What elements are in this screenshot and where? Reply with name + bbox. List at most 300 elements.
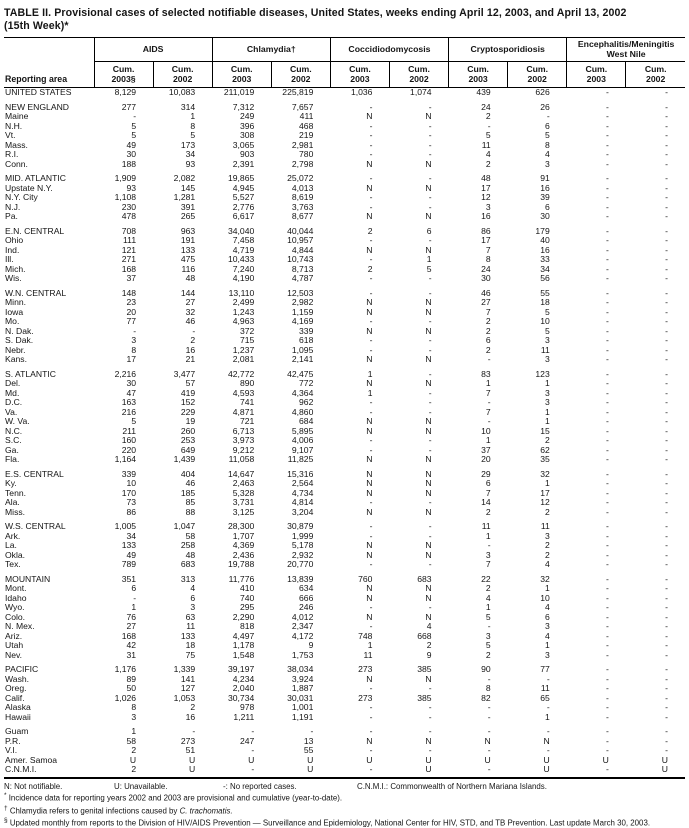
value-cell: - <box>389 722 448 737</box>
value-cell: 11,825 <box>271 455 330 465</box>
value-cell: 5,527 <box>212 193 271 203</box>
value-cell: 1,887 <box>271 684 330 694</box>
value-cell: 77 <box>508 660 567 675</box>
value-cell: - <box>330 765 389 778</box>
value-cell: 6 <box>389 222 448 237</box>
table-row <box>4 465 685 480</box>
value-cell: - <box>389 560 448 570</box>
value-cell: N <box>330 184 389 194</box>
value-cell: N <box>330 551 389 561</box>
value-cell: 29 <box>449 465 508 480</box>
reporting-area-cell: Idaho <box>4 594 94 604</box>
value-cell: - <box>508 746 567 756</box>
value-cell: 2,798 <box>271 160 330 170</box>
col-aids-cum2002: Cum. 2002 <box>153 62 212 88</box>
value-cell: 6 <box>449 336 508 346</box>
value-cell: 23 <box>94 298 153 308</box>
value-cell: - <box>389 193 448 203</box>
value-cell: - <box>567 122 626 132</box>
value-cell: - <box>567 603 626 613</box>
table-row <box>4 255 685 265</box>
value-cell: - <box>626 465 685 480</box>
value-cell: - <box>567 203 626 213</box>
value-cell: 55 <box>508 284 567 299</box>
value-cell: - <box>626 379 685 389</box>
value-cell: 1 <box>449 603 508 613</box>
value-cell: N <box>330 584 389 594</box>
value-cell: 4,963 <box>212 317 271 327</box>
table-row <box>4 746 685 756</box>
value-cell: 1,707 <box>212 532 271 542</box>
value-cell: - <box>330 317 389 327</box>
value-cell: - <box>153 722 212 737</box>
table-row <box>4 584 685 594</box>
table-row <box>4 489 685 499</box>
value-cell: 668 <box>389 632 448 642</box>
value-cell: 50 <box>94 684 153 694</box>
value-cell: - <box>567 327 626 337</box>
value-cell: 42 <box>94 641 153 651</box>
value-cell: 6 <box>508 122 567 132</box>
value-cell: 4,787 <box>271 274 330 284</box>
value-cell: 27 <box>449 298 508 308</box>
value-cell: - <box>626 131 685 141</box>
value-cell: 3 <box>449 203 508 213</box>
reporting-area-cell: PACIFIC <box>4 660 94 675</box>
value-cell: 2 <box>153 703 212 713</box>
value-cell: N <box>389 246 448 256</box>
value-cell: 8,619 <box>271 193 330 203</box>
value-cell: 478 <box>94 212 153 222</box>
value-cell: 1,178 <box>212 641 271 651</box>
table-row <box>4 713 685 723</box>
value-cell: N <box>330 465 389 480</box>
value-cell: - <box>567 613 626 623</box>
value-cell: - <box>626 722 685 737</box>
value-cell: 4 <box>153 584 212 594</box>
value-cell: 890 <box>212 379 271 389</box>
reporting-area-cell: S. Dak. <box>4 336 94 346</box>
value-cell: - <box>626 641 685 651</box>
value-cell: - <box>567 570 626 585</box>
table-row <box>4 651 685 661</box>
value-cell: 7 <box>449 246 508 256</box>
value-cell: 2,436 <box>212 551 271 561</box>
value-cell: 2 <box>153 336 212 346</box>
value-cell: 30 <box>94 379 153 389</box>
value-cell: 211,019 <box>212 88 271 98</box>
value-cell: 148 <box>94 284 153 299</box>
value-cell: 410 <box>212 584 271 594</box>
value-cell: - <box>626 436 685 446</box>
table-row <box>4 112 685 122</box>
value-cell: - <box>567 160 626 170</box>
value-cell: - <box>567 193 626 203</box>
table-row <box>4 365 685 380</box>
value-cell: 1 <box>94 603 153 613</box>
value-cell: 1 <box>330 389 389 399</box>
value-cell: N <box>330 455 389 465</box>
col-chlamydia-cum2003: Cum. 2003 <box>212 62 271 88</box>
reporting-area-cell: Nebr. <box>4 346 94 356</box>
reporting-area-cell: Vt. <box>4 131 94 141</box>
value-cell: 76 <box>94 613 153 623</box>
value-cell: 5,328 <box>212 489 271 499</box>
value-cell: - <box>626 193 685 203</box>
value-cell: 1 <box>508 584 567 594</box>
reporting-area-cell: N.J. <box>4 203 94 213</box>
value-cell: 4,814 <box>271 498 330 508</box>
value-cell: 3 <box>508 336 567 346</box>
value-cell: 7,458 <box>212 236 271 246</box>
value-cell: 2,982 <box>271 298 330 308</box>
value-cell: 2,347 <box>271 622 330 632</box>
value-cell: 8 <box>94 346 153 356</box>
value-cell: 19,788 <box>212 560 271 570</box>
value-cell: - <box>330 98 389 113</box>
value-cell: 9,107 <box>271 446 330 456</box>
value-cell: - <box>330 446 389 456</box>
value-cell: 978 <box>212 703 271 713</box>
value-cell: 26 <box>508 98 567 113</box>
reporting-area-cell: Alaska <box>4 703 94 713</box>
value-cell: 141 <box>153 675 212 685</box>
col-group-aids: AIDS <box>94 38 212 62</box>
value-cell: - <box>567 398 626 408</box>
value-cell: 10 <box>94 479 153 489</box>
value-cell: U <box>389 765 448 778</box>
value-cell: 91 <box>508 169 567 184</box>
value-cell: 75 <box>153 651 212 661</box>
value-cell: - <box>626 346 685 356</box>
value-cell: 185 <box>153 489 212 499</box>
table-row <box>4 88 685 98</box>
value-cell: 740 <box>212 594 271 604</box>
value-cell: - <box>626 498 685 508</box>
reporting-area-cell: Iowa <box>4 308 94 318</box>
value-cell: N <box>330 541 389 551</box>
value-cell: - <box>567 355 626 365</box>
value-cell: 4,012 <box>271 613 330 623</box>
value-cell: - <box>330 622 389 632</box>
value-cell: - <box>389 317 448 327</box>
value-cell: 11 <box>508 346 567 356</box>
reporting-area-cell: Ariz. <box>4 632 94 642</box>
value-cell: 5 <box>508 131 567 141</box>
value-cell: 13,839 <box>271 570 330 585</box>
value-cell: 2,981 <box>271 141 330 151</box>
value-cell: 1,159 <box>271 308 330 318</box>
value-cell: - <box>626 336 685 346</box>
value-cell: 3,973 <box>212 436 271 446</box>
value-cell: 475 <box>153 255 212 265</box>
reporting-area-cell: S.C. <box>4 436 94 446</box>
value-cell: 116 <box>153 265 212 275</box>
value-cell: N <box>330 112 389 122</box>
value-cell: N <box>389 551 448 561</box>
value-cell: - <box>626 355 685 365</box>
value-cell: - <box>626 703 685 713</box>
value-cell: - <box>567 150 626 160</box>
reporting-area-cell: Colo. <box>4 613 94 623</box>
value-cell: - <box>330 274 389 284</box>
value-cell: - <box>567 713 626 723</box>
value-cell: - <box>567 746 626 756</box>
value-cell: - <box>567 498 626 508</box>
table-row <box>4 436 685 446</box>
value-cell: 65 <box>508 694 567 704</box>
reporting-area-cell: Hawaii <box>4 713 94 723</box>
value-cell: - <box>567 594 626 604</box>
value-cell: 313 <box>153 570 212 585</box>
value-cell: - <box>389 713 448 723</box>
value-cell: - <box>389 336 448 346</box>
value-cell: 1,753 <box>271 651 330 661</box>
value-cell: 2 <box>389 641 448 651</box>
value-cell: 82 <box>449 694 508 704</box>
value-cell: N <box>389 613 448 623</box>
value-cell: 634 <box>271 584 330 594</box>
value-cell: 4 <box>508 150 567 160</box>
value-cell: - <box>626 675 685 685</box>
value-cell: - <box>389 517 448 532</box>
value-cell: 56 <box>508 274 567 284</box>
table-row <box>4 298 685 308</box>
value-cell: 8 <box>94 703 153 713</box>
value-cell: - <box>330 436 389 446</box>
value-cell: - <box>626 265 685 275</box>
value-cell: 3 <box>449 632 508 642</box>
reporting-area-cell: P.R. <box>4 737 94 747</box>
reporting-area-cell: S. ATLANTIC <box>4 365 94 380</box>
value-cell: - <box>389 703 448 713</box>
value-cell: 683 <box>389 570 448 585</box>
value-cell: - <box>567 532 626 542</box>
table-row <box>4 274 685 284</box>
value-cell: 1,036 <box>330 88 389 98</box>
value-cell: N <box>389 112 448 122</box>
value-cell: 4 <box>508 632 567 642</box>
value-cell: 1 <box>330 365 389 380</box>
value-cell: 6,617 <box>212 212 271 222</box>
value-cell: 2 <box>449 112 508 122</box>
value-cell: 12,503 <box>271 284 330 299</box>
value-cell: 411 <box>271 112 330 122</box>
value-cell: - <box>626 446 685 456</box>
value-cell: 11 <box>449 141 508 151</box>
value-cell: - <box>626 308 685 318</box>
value-cell: N <box>330 160 389 170</box>
value-cell: 4 <box>508 560 567 570</box>
table-title-line2: (15th Week)* <box>4 20 69 32</box>
value-cell: - <box>389 284 448 299</box>
value-cell: 1,999 <box>271 532 330 542</box>
reporting-area-cell: W.S. CENTRAL <box>4 517 94 532</box>
value-cell: 48 <box>153 274 212 284</box>
value-cell: - <box>567 265 626 275</box>
value-cell: - <box>567 346 626 356</box>
value-cell: - <box>389 398 448 408</box>
value-cell: - <box>389 98 448 113</box>
value-cell: 1,005 <box>94 517 153 532</box>
value-cell: 741 <box>212 398 271 408</box>
reporting-area-cell: W.N. CENTRAL <box>4 284 94 299</box>
value-cell: 11 <box>330 651 389 661</box>
value-cell: N <box>330 212 389 222</box>
value-cell: - <box>449 713 508 723</box>
value-cell: - <box>330 408 389 418</box>
value-cell: 57 <box>153 379 212 389</box>
value-cell: 18 <box>508 298 567 308</box>
table-row <box>4 212 685 222</box>
value-cell: N <box>389 308 448 318</box>
value-cell: 46 <box>153 479 212 489</box>
value-cell: - <box>330 517 389 532</box>
value-cell: 133 <box>153 246 212 256</box>
value-cell: 2 <box>94 765 153 778</box>
value-cell: - <box>389 684 448 694</box>
value-cell: 273 <box>153 737 212 747</box>
value-cell: 10 <box>449 427 508 437</box>
value-cell: 4,844 <box>271 246 330 256</box>
value-cell: N <box>389 327 448 337</box>
value-cell: 5 <box>153 131 212 141</box>
value-cell: 246 <box>271 603 330 613</box>
value-cell: 170 <box>94 489 153 499</box>
value-cell: 8,129 <box>94 88 153 98</box>
value-cell: - <box>567 489 626 499</box>
value-cell: 10,433 <box>212 255 271 265</box>
reporting-area-cell: V.I. <box>4 746 94 756</box>
value-cell: 18 <box>153 641 212 651</box>
value-cell: 30 <box>449 274 508 284</box>
value-cell: - <box>330 203 389 213</box>
value-cell: 1,176 <box>94 660 153 675</box>
value-cell: 11 <box>508 684 567 694</box>
value-cell: 396 <box>212 122 271 132</box>
value-cell: - <box>271 722 330 737</box>
value-cell: N <box>449 737 508 747</box>
value-cell: 962 <box>271 398 330 408</box>
footnote-legend <box>4 782 685 791</box>
value-cell: 1 <box>330 641 389 651</box>
table-row <box>4 551 685 561</box>
value-cell: - <box>626 613 685 623</box>
value-cell: 13,110 <box>212 284 271 299</box>
value-cell: 15,316 <box>271 465 330 480</box>
value-cell: 152 <box>153 398 212 408</box>
value-cell: 1,026 <box>94 694 153 704</box>
value-cell: 4,734 <box>271 489 330 499</box>
col-coccidiodomycosis-cum2003: Cum. 2003 <box>330 62 389 88</box>
value-cell: 48 <box>449 169 508 184</box>
table-title <box>4 7 644 32</box>
value-cell: 5 <box>449 613 508 623</box>
value-cell: 27 <box>153 298 212 308</box>
value-cell: N <box>330 308 389 318</box>
reporting-area-cell: Wyo. <box>4 603 94 613</box>
value-cell: 2 <box>508 508 567 518</box>
value-cell: 1,074 <box>389 88 448 98</box>
value-cell: 1,909 <box>94 169 153 184</box>
value-cell: 1,047 <box>153 517 212 532</box>
value-cell: - <box>626 632 685 642</box>
value-cell: - <box>567 737 626 747</box>
value-cell: - <box>626 737 685 747</box>
value-cell: - <box>567 408 626 418</box>
value-cell: 133 <box>94 541 153 551</box>
reporting-area-cell: Minn. <box>4 298 94 308</box>
value-cell: 11 <box>508 517 567 532</box>
value-cell: - <box>567 298 626 308</box>
value-cell: 3 <box>508 532 567 542</box>
value-cell: 3 <box>508 622 567 632</box>
value-cell: 295 <box>212 603 271 613</box>
value-cell: N <box>389 479 448 489</box>
value-cell: 372 <box>212 327 271 337</box>
reporting-area-cell: N. Dak. <box>4 327 94 337</box>
value-cell: 1,281 <box>153 193 212 203</box>
table-row <box>4 317 685 327</box>
value-cell: 39 <box>508 193 567 203</box>
table-row <box>4 737 685 747</box>
value-cell: 2 <box>330 265 389 275</box>
value-cell: 121 <box>94 246 153 256</box>
value-cell: - <box>567 255 626 265</box>
value-cell: 33 <box>508 255 567 265</box>
value-cell: 40 <box>508 236 567 246</box>
value-cell: - <box>626 398 685 408</box>
value-cell: 11,776 <box>212 570 271 585</box>
value-cell: - <box>567 212 626 222</box>
col-cryptosporidiosis-cum2002: Cum. 2002 <box>508 62 567 88</box>
value-cell: - <box>567 141 626 151</box>
value-cell: 3,065 <box>212 141 271 151</box>
reporting-area-cell: NEW ENGLAND <box>4 98 94 113</box>
reporting-area-cell: Wash. <box>4 675 94 685</box>
value-cell: - <box>567 184 626 194</box>
value-cell: - <box>567 684 626 694</box>
value-cell: 2 <box>449 508 508 518</box>
value-cell: U <box>330 756 389 766</box>
value-cell: - <box>626 150 685 160</box>
value-cell: 22 <box>449 570 508 585</box>
value-cell: - <box>212 722 271 737</box>
value-cell: 8,677 <box>271 212 330 222</box>
value-cell: - <box>626 255 685 265</box>
value-cell: 2 <box>449 327 508 337</box>
value-cell: 42,475 <box>271 365 330 380</box>
table-row <box>4 203 685 213</box>
table-row <box>4 446 685 456</box>
value-cell: 219 <box>271 131 330 141</box>
value-cell: N <box>389 465 448 480</box>
value-cell: 1,095 <box>271 346 330 356</box>
value-cell: - <box>567 465 626 480</box>
value-cell: 5 <box>449 641 508 651</box>
value-cell: - <box>389 131 448 141</box>
value-cell: 4,169 <box>271 317 330 327</box>
col-cryptosporidiosis-cum2003: Cum. 2003 <box>449 62 508 88</box>
value-cell: 17 <box>449 184 508 194</box>
value-cell: 649 <box>153 446 212 456</box>
value-cell: 7,657 <box>271 98 330 113</box>
value-cell: 123 <box>508 365 567 380</box>
value-cell: 17 <box>94 355 153 365</box>
table-row <box>4 98 685 113</box>
value-cell: 626 <box>508 88 567 98</box>
reporting-area-cell: Tex. <box>4 560 94 570</box>
